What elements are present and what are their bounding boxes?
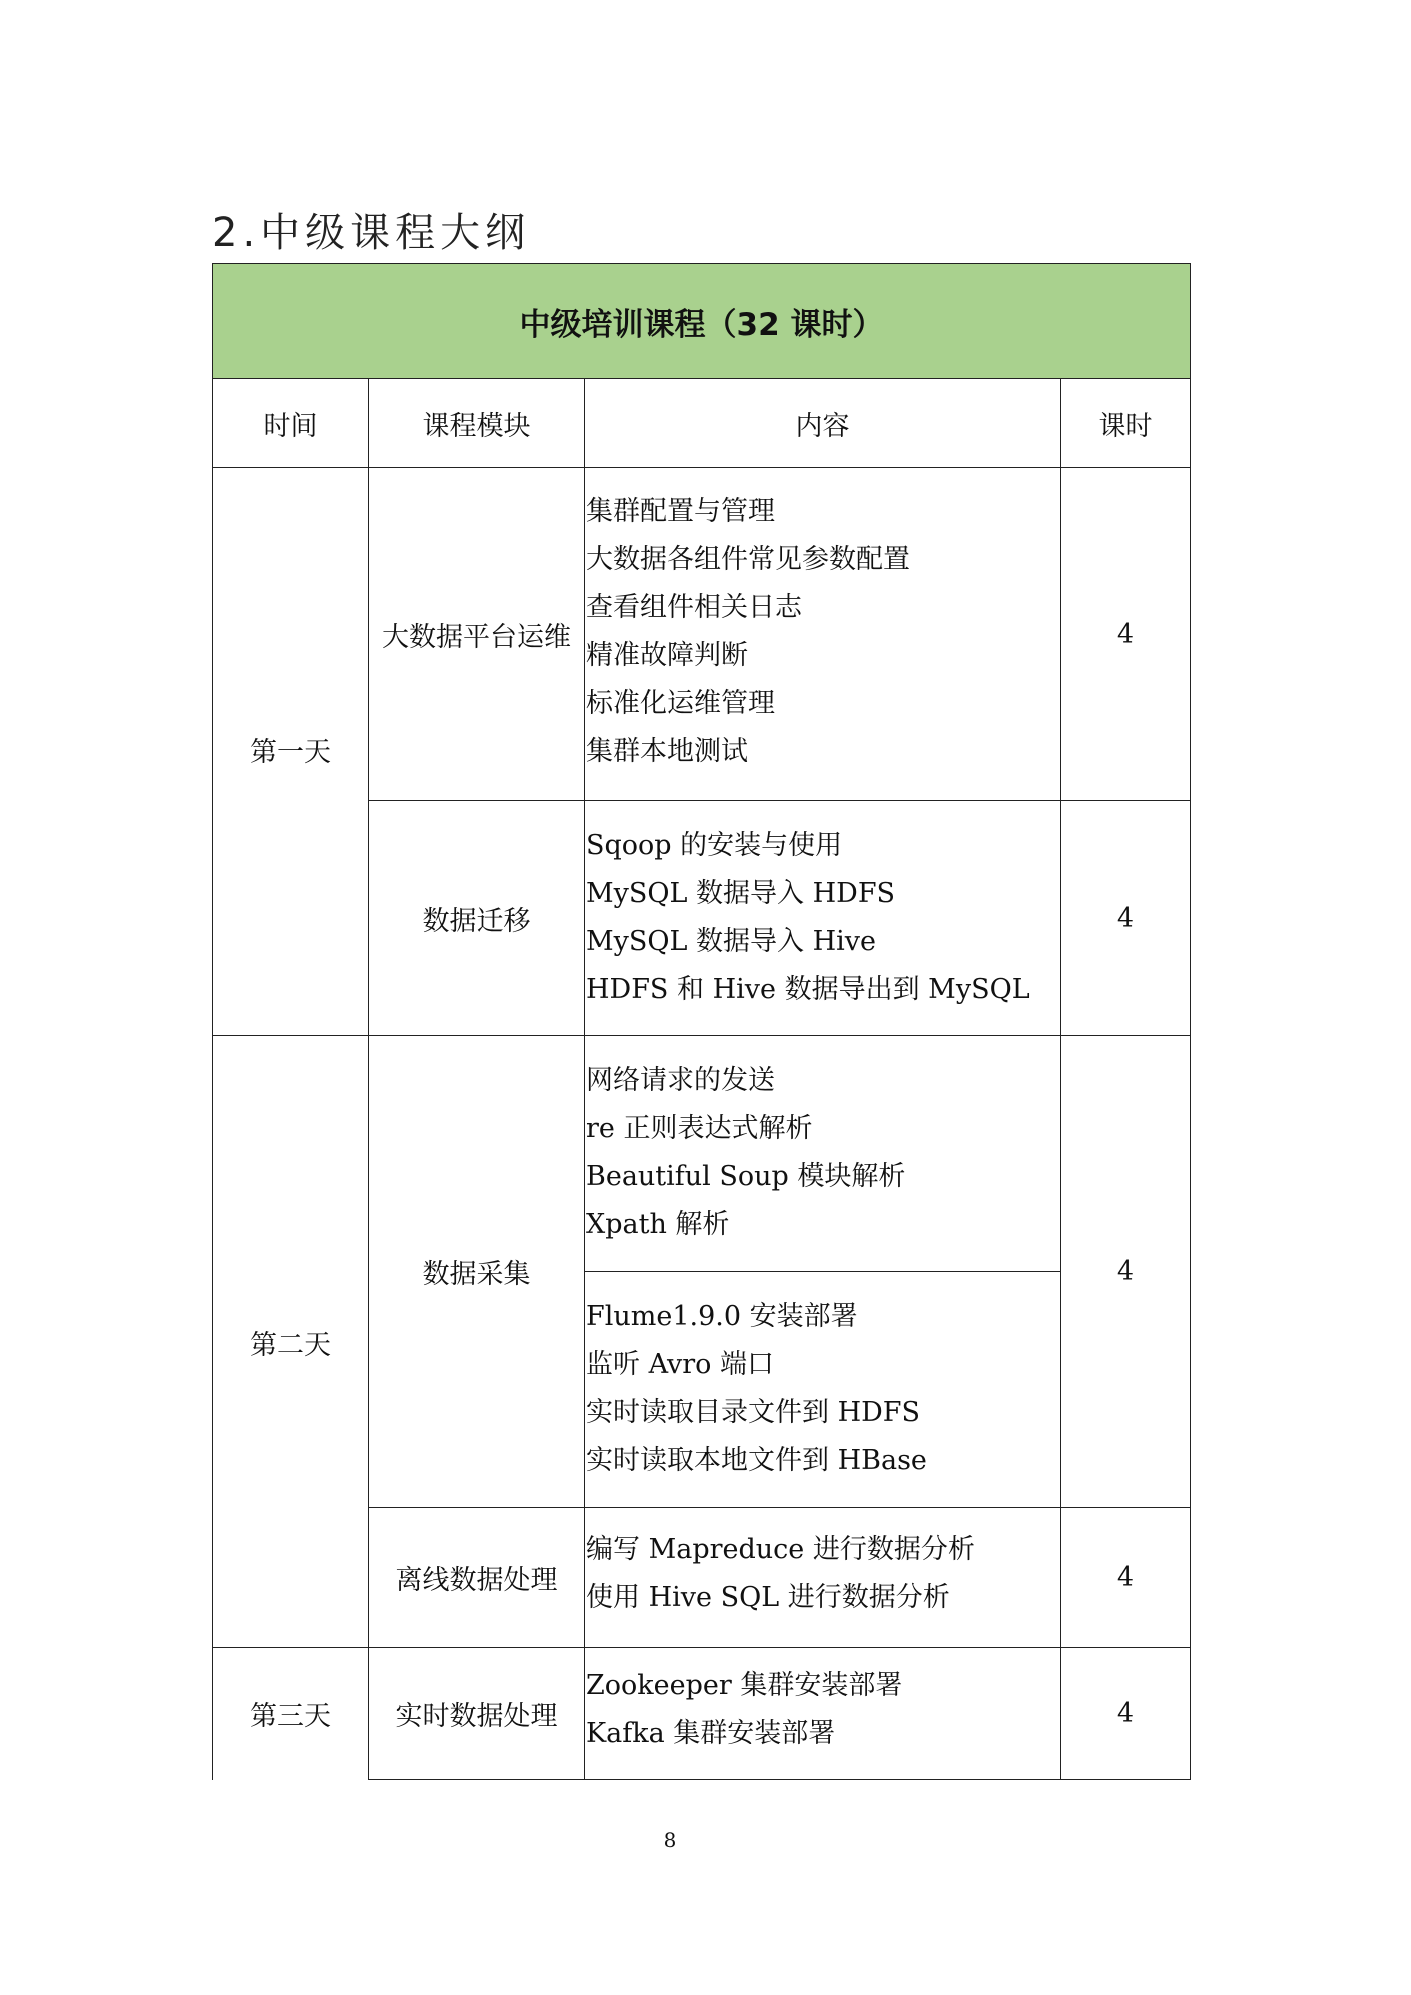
content-item: 实时读取目录文件到 HDFS: [586, 1397, 921, 1428]
module-cell: 数据采集: [369, 1036, 585, 1508]
content-item: MySQL 数据导入 Hive: [586, 926, 877, 957]
content-cell: [585, 1036, 1061, 1272]
content-item: Xpath 解析: [586, 1209, 730, 1240]
page-number: 8: [663, 1828, 677, 1852]
content-item: Beautiful Soup 模块解析: [586, 1161, 906, 1192]
day-cell: 第三天: [213, 1648, 369, 1780]
content-cell: [585, 468, 1061, 801]
day-cell: 第一天: [213, 468, 369, 1036]
hours-cell: 4: [1061, 801, 1191, 1036]
content-item: 大数据各组件常见参数配置: [586, 544, 910, 575]
content-item: 监听 Avro 端口: [586, 1349, 774, 1380]
content-item: HDFS 和 Hive 数据导出到 MySQL: [586, 974, 1030, 1005]
module-cell: 实时数据处理: [369, 1648, 585, 1780]
table-title: 中级培训课程（32 课时）: [213, 264, 1191, 379]
course-syllabus-table: [212, 263, 1191, 1780]
content-item: Zookeeper 集群安装部署: [586, 1670, 903, 1701]
header-module: 课程模块: [369, 379, 585, 468]
hours-cell: 4: [1061, 1648, 1191, 1780]
module-cell: 数据迁移: [369, 801, 585, 1036]
table-title-row: [213, 264, 1191, 379]
content-item: 使用 Hive SQL 进行数据分析: [586, 1582, 950, 1613]
content-cell: [585, 1508, 1061, 1648]
header-time: 时间: [213, 379, 369, 468]
header-content: 内容: [585, 379, 1061, 468]
table-row: [213, 468, 1191, 801]
section-heading: 2.中级课程大纲: [212, 210, 531, 257]
content-cell: [585, 1272, 1061, 1508]
content-item: 查看组件相关日志: [586, 592, 802, 623]
module-cell: 离线数据处理: [369, 1508, 585, 1648]
content-item: 网络请求的发送: [586, 1065, 775, 1096]
content-item: Sqoop 的安装与使用: [586, 830, 843, 861]
hours-cell: 4: [1061, 1508, 1191, 1648]
content-item: Flume1.9.0 安装部署: [586, 1301, 858, 1332]
content-item: 标准化运维管理: [586, 688, 775, 719]
table-row: [213, 1648, 1191, 1780]
content-item: 集群配置与管理: [586, 496, 775, 527]
content-item: re 正则表达式解析: [586, 1113, 813, 1144]
module-cell: 大数据平台运维: [369, 468, 585, 801]
content-item: 编写 Mapreduce 进行数据分析: [586, 1534, 975, 1565]
content-item: 集群本地测试: [586, 736, 748, 767]
content-cell: [585, 801, 1061, 1036]
content-item: MySQL 数据导入 HDFS: [586, 878, 896, 909]
header-hours: 课时: [1061, 379, 1191, 468]
hours-cell: 4: [1061, 1036, 1191, 1508]
day-cell: 第二天: [213, 1036, 369, 1648]
hours-cell: 4: [1061, 468, 1191, 801]
content-item: 实时读取本地文件到 HBase: [586, 1445, 927, 1476]
table-header-row: [213, 379, 1191, 468]
content-item: 精准故障判断: [586, 640, 748, 671]
content-cell: [585, 1648, 1061, 1780]
content-item: Kafka 集群安装部署: [586, 1718, 836, 1749]
table-row: [213, 1036, 1191, 1272]
